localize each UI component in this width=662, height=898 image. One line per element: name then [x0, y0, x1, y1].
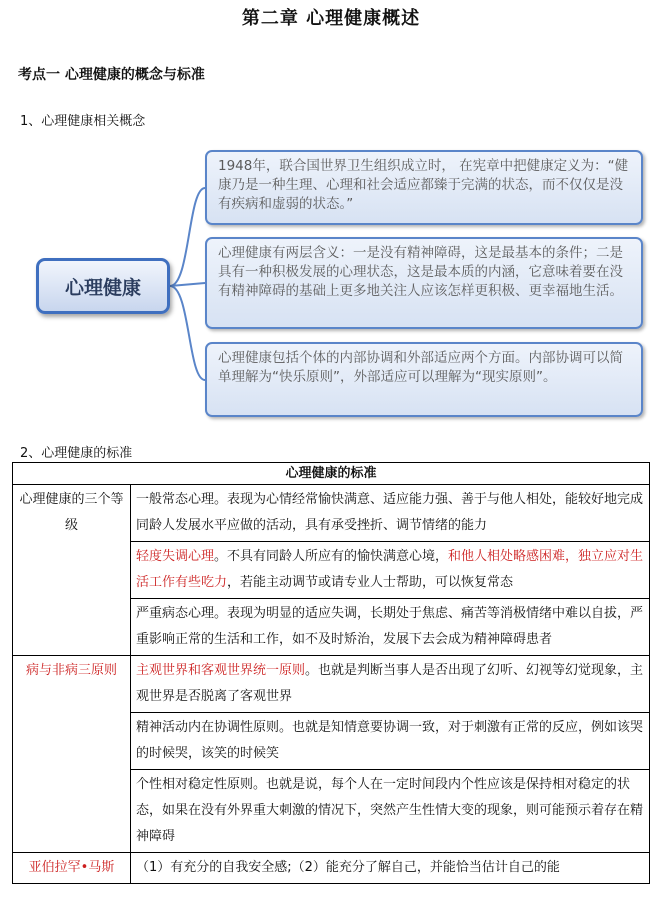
table-row — [13, 485, 650, 542]
subsection-concept-title: 1、心理健康相关概念 — [20, 114, 146, 129]
category-three-levels: 心理健康的三个等级 — [13, 485, 131, 656]
chapter-title: 第二章 心理健康概述 — [241, 8, 421, 29]
unity-text: 。也就是判断当事人是否出现了幻听、幻视等幻觉现象，主观世界是否脱离了客观世界 — [136, 663, 644, 704]
principle-unity-cell — [131, 656, 650, 713]
mindmap-branch-who-definition: 1948年，联合国世界卫生组织成立时， 在宪章中把健康定义为：“健康乃是一种生理、心理和社会适应都臻于完满的状态，而不仅仅是没有疾病和虚弱的状态。” — [205, 150, 643, 225]
mild-highlight: 和他人相处略感困难，独立应对生活工作有些吃力 — [136, 549, 644, 590]
table-header: 心理健康的标准 — [13, 463, 650, 485]
category-maslow: 亚伯拉罕•马斯 — [13, 853, 131, 884]
standards-table — [12, 462, 650, 884]
subsection-standards-title: 2、心理健康的标准 — [20, 446, 133, 461]
mindmap-center-node: 心理健康 — [36, 258, 170, 314]
level-severe-cell: 严重病态心理。表现为明显的适应失调，长期处于焦虑、痛苦等消极情绪中难以自拔，严重影响正常的生活和工作，如不及时矫治，发展下去会成为精神障碍患者 — [131, 599, 650, 656]
section-point-title: 考点一 心理健康的概念与标准 — [18, 67, 205, 83]
mild-keyword: 轻度失调心理 — [136, 549, 215, 564]
principle-coordination-cell: 精神活动内在协调性原则。也就是知情意要协调一致，对于刺激有正常的反应，例如该哭的时候哭，该笑的时候笑 — [131, 713, 650, 770]
maslow-standards-cell: （1）有充分的自我安全感;（2）能充分了解自己，并能恰当估计自己的能 — [131, 853, 650, 884]
concept-mindmap — [0, 140, 662, 430]
category-three-principles: 病与非病三原则 — [13, 656, 131, 853]
mindmap-branch-two-meanings: 心理健康有两层含义：一是没有精神障碍，这是最基本的条件；二是具有一种积极发展的心理状态，这是最本质的内涵，它意味着要在没有精神障碍的基础上更多地关注人应该怎样更积极、更幸福地生活。 — [205, 237, 643, 329]
table-row — [13, 656, 650, 713]
table-row — [13, 853, 650, 884]
level-mild-cell — [131, 542, 650, 599]
mindmap-branch-internal-external: 心理健康包括个体的内部协调和外部适应两个方面。内部协调可以简单理解为“快乐原则”，外部适应可以理解为“现实原则”。 — [205, 342, 643, 417]
mild-text-part2: ，若能主动调节或请专业人士帮助，可以恢复常态 — [227, 575, 514, 590]
unity-keyword: 主观世界和客观世界统一原则 — [136, 663, 306, 678]
level-normal-cell: 一般常态心理。表现为心情经常愉快满意、适应能力强、善于与他人相处，能较好地完成同龄人发展水平应做的活动，具有承受挫折、调节情绪的能力 — [131, 485, 650, 542]
table-header-row — [13, 463, 650, 485]
principle-stability-cell: 个性相对稳定性原则。也就是说，每个人在一定时间段内个性应该是保持相对稳定的状态，如果在没有外界重大刺激的情况下，突然产生性情大变的现象，则可能预示着存在精神障碍 — [131, 770, 650, 853]
mild-text-part1: 。不具有同龄人所应有的愉快满意心境， — [214, 549, 449, 564]
